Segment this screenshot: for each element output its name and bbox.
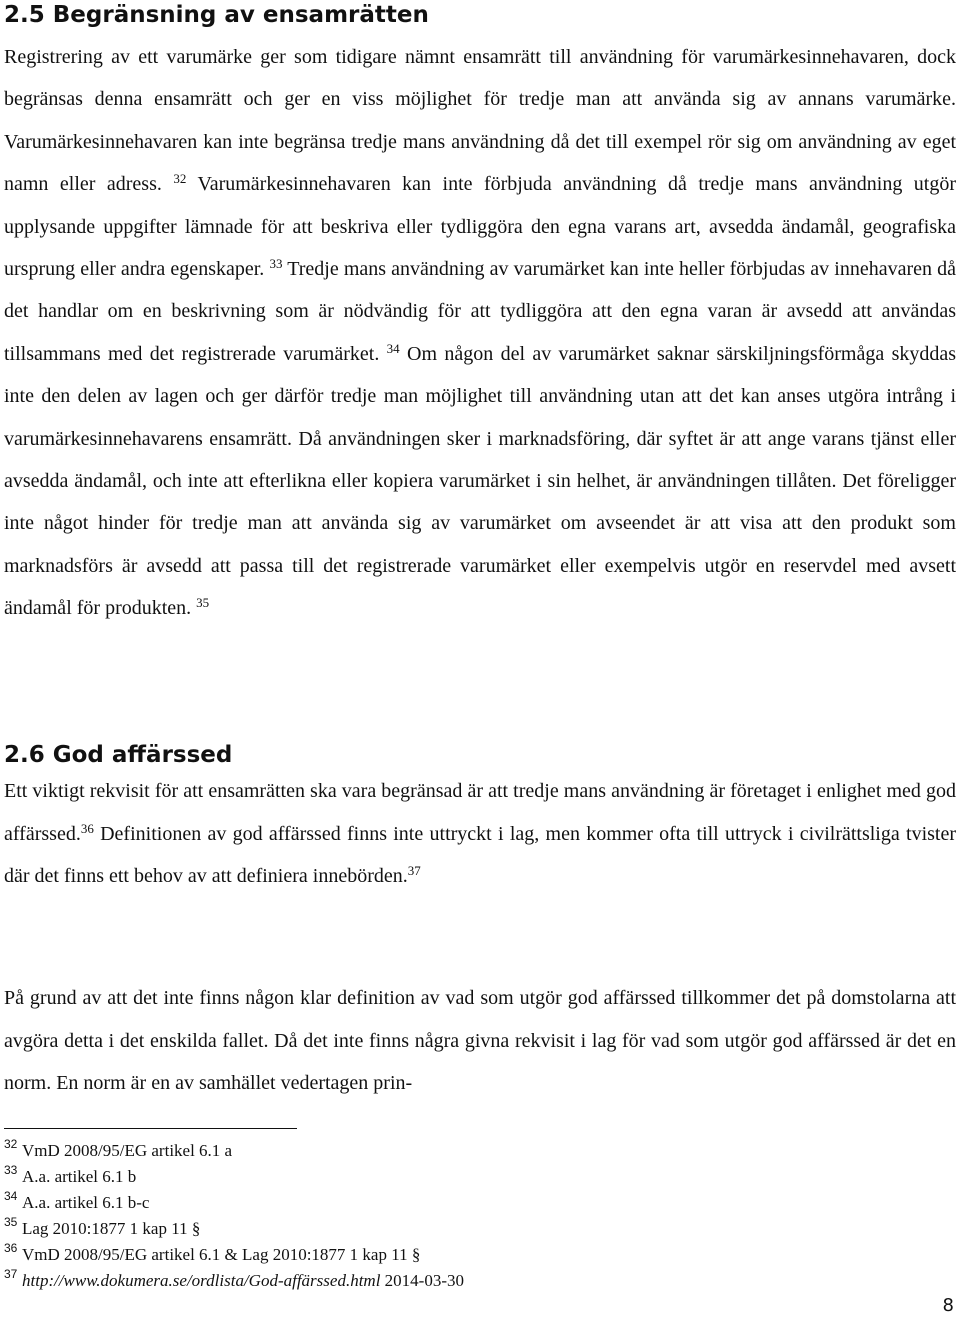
footnote-separator xyxy=(4,1128,297,1129)
footnote-text: Lag 2010:1877 1 kap 11 § xyxy=(22,1219,201,1238)
footnote-item: 34 A.a. artikel 6.1 b-c xyxy=(4,1189,150,1212)
footnote-item: 37 http://www.dokumera.se/ordlista/God-affärssed.html 2014-03-30 xyxy=(4,1267,464,1290)
footnote-item: 36 VmD 2008/95/EG artikel 6.1 & Lag 2010:1877 1 kap 11 § xyxy=(4,1241,421,1264)
paragraph-text: Varumärkesinnehavaren kan inte förbjuda användning då tredje mans användning utgör upplysande uppgifter lämnade för att beskriva eller tydliggöra den egna varans art, avsedda ändamål, geografiska ursprung eller andra egenskaper. xyxy=(4,173,956,281)
footnote-ref-33[interactable]: 33 xyxy=(269,256,283,272)
footnote-ref-36[interactable]: 36 xyxy=(80,820,94,836)
paragraph-text: Tredje mans användning av varumärket kan inte heller förbjudas av innehavaren då det handlar om en beskrivning som är nödvändig för att tydliggöra att den egna varan är avsedd att användas tillsammans med det registrerade varumärket. xyxy=(4,258,957,365)
paragraph-text: Om någon del av varumärket saknar särskiljningsförmåga skyddas inte den delen av lagen och ger därför tredje man möjlighet till användning utan att det kan anses utgöra intrång i varumärkesinnehavarens ensamrätt. Då användningen sker i marknadsföring, där syftet är att ange varans tjänst eller avsedda ändamål, och inte att efterlikna eller kopiera varumärket i sin helhet, är användningen tillåten. Det föreligger inte något hinder för tredje man att använda sig av varumärket om avseendet är att visa att den produkt som marknadsförs är avsedd att passa till det registrerade varumärket eller exempelvis utgör en reservdel med avsett ändamål för produkten. xyxy=(4,342,957,620)
paragraph-text: På grund av att det inte finns någon klar definition av vad som utgör god affärssed tillkommer det på domstolarna att avgöra detta i det enskilda fallet. Då det inte finns några givna rekvisit i lag för vad som utgör god affärssed är det en norm. En norm är en av samhället vedertagen prin- xyxy=(4,987,956,1094)
footnote-text: A.a. artikel 6.1 b xyxy=(22,1167,137,1186)
paragraph-text: Registrering av ett varumärke ger som tidigare nämnt ensamrätt till användning för varumärkesinnehavaren, dock begränsas denna ensamrätt och ger en viss möjlighet för tredje man att använda sig av annans varumärke. Varumärkesinnehavaren kan inte begränsa tredje mans användning då det till exempel rör sig om användning av eget namn eller adress. xyxy=(4,46,956,196)
footnote-text: VmD 2008/95/EG artikel 6.1 & Lag 2010:1877 1 kap 11 § xyxy=(22,1245,421,1264)
section-heading-2-5: 2.5 Begränsning av ensamrätten xyxy=(4,2,429,28)
footnote-list xyxy=(4,1138,904,1294)
footnote-ref-34[interactable]: 34 xyxy=(386,340,400,356)
section-heading-2-6: 2.6 God affärssed xyxy=(4,742,233,768)
footnote-ref-37[interactable]: 37 xyxy=(407,863,421,878)
footnote-text: A.a. artikel 6.1 b-c xyxy=(22,1193,150,1212)
paragraph-text: Definitionen av god affärssed finns inte uttryckt i lag, men kommer ofta till uttryck i civilrättsliga tvister där det finns ett behov av att definiera innebörden. xyxy=(4,822,956,887)
paragraph-norm xyxy=(4,977,956,1105)
paragraph-begransning xyxy=(4,36,956,630)
footnote-ref-35[interactable]: 35 xyxy=(196,595,210,611)
paragraph-text: Ett viktigt rekvisit för att ensamrätten ska vara begränsad är att tredje mans användning är företaget i enlighet med god affärssed. xyxy=(4,780,956,845)
footnote-item: 35 Lag 2010:1877 1 kap 11 § xyxy=(4,1215,201,1238)
paragraph-god-affarssed xyxy=(4,770,956,898)
footnote-date: 2014-03-30 xyxy=(384,1271,464,1290)
footnote-link[interactable]: http://www.dokumera.se/ordlista/God-affärssed.html xyxy=(22,1271,381,1290)
footnote-item: 32 VmD 2008/95/EG artikel 6.1 a xyxy=(4,1137,233,1160)
footnote-text: VmD 2008/95/EG artikel 6.1 a xyxy=(22,1141,233,1160)
footnote-ref-32[interactable]: 32 xyxy=(173,171,187,187)
page-number: 8 xyxy=(942,1295,954,1316)
footnote-item: 33 A.a. artikel 6.1 b xyxy=(4,1163,137,1186)
